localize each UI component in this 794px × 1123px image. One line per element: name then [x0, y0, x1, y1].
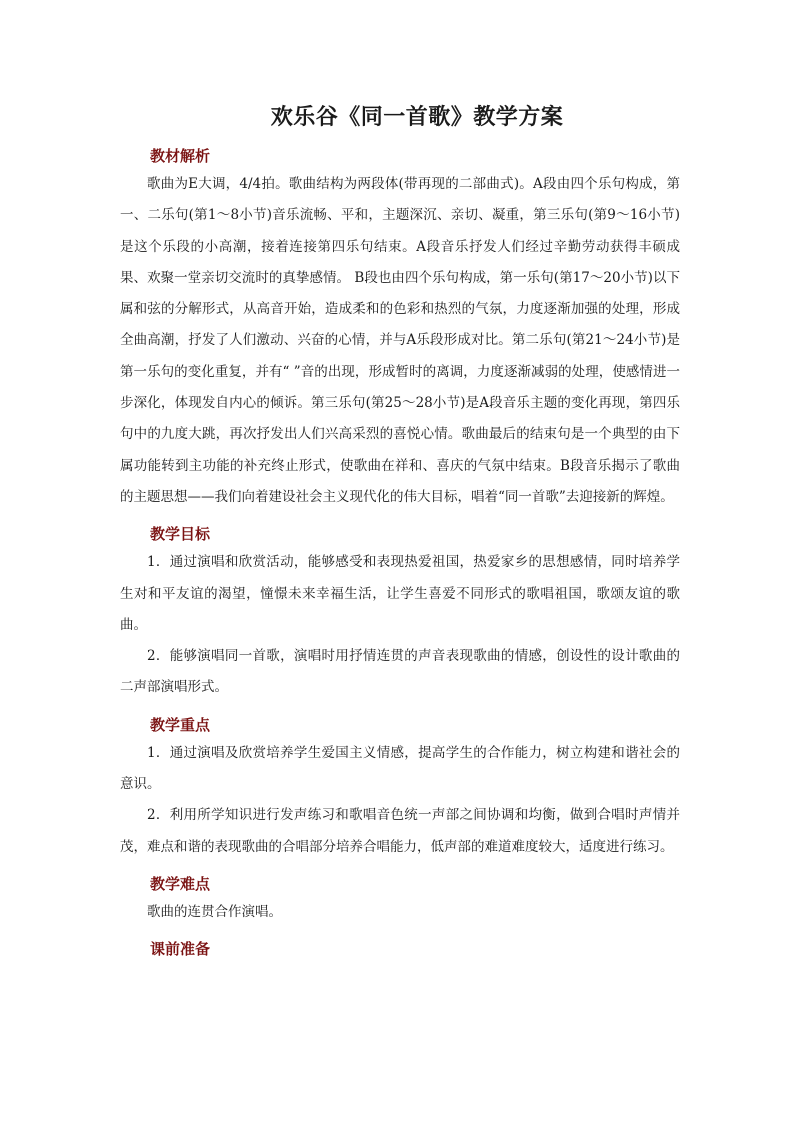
paragraph-material-analysis: 歌曲为E大调，4/4拍。歌曲结构为两段体(带再现的二部曲式)。A段由四个乐句构成，第一、二乐句(第1～8小节)音乐流畅、平和，主题深沉、亲切、凝重，第三乐句(第9～16小节)是这个乐段的小高潮，接着连接第四乐句结束。A段音乐抒发人们经过辛勤劳动获得丰硕成果、欢聚一堂亲切交流时的真挚感情。 B段也由四个乐句构成，第一乐句(第17～20小节)以下属和弦的分解形式，从高音开始，造成柔和的色彩和热烈的气氛，力度逐渐加强的处理，形成全曲高潮，抒发了人们激动、兴奋的心情，并与A乐段形成对比。第二乐句(第21～24小节)是第一乐句的变化重复，并有“ ”音的出现，形成暂时的离调，力度逐渐减弱的处理，使感情进一步深化，体现发自内心的倾诉。第三乐句(第25～28小节)是A段音乐主题的变化再现，第四乐句中的九度大跳，再次抒发出人们兴高采烈的喜悦心情。歌曲最后的结束句是一个典型的由下属功能转到主功能的补充终止形式，使歌曲在祥和、喜庆的气氛中结束。B段音乐揭示了歌曲的主题思想——我们向着建设社会主义现代化的伟大目标，唱着“同一首歌”去迎接新的辉煌。: [120, 176, 680, 505]
paragraph-key-point-1: 1．通过演唱及欣赏培养学生爱国主义情感，提高学生的合作能力，树立构建和谐社会的意识。: [120, 744, 680, 793]
document-title: 欢乐谷《同一首歌》教学方案: [270, 104, 564, 130]
paragraph-teaching-goal-2: 2．能够演唱同一首歌，演唱时用抒情连贯的声音表现歌曲的情感，创设性的设计歌曲的二声部演唱形式。: [120, 648, 680, 696]
section-heading-material-analysis: 教材解析: [150, 147, 211, 165]
section-heading-preparation: 课前准备: [150, 940, 211, 959]
paragraph-difficulty: 歌曲的连贯合作演唱。: [147, 903, 282, 920]
paragraph-teaching-goal-1: 1．通过演唱和欣赏活动，能够感受和表现热爱祖国，热爱家乡的思想感情，同时培养学生对和平友谊的渴望，憧憬未来幸福生活，让学生喜爱不同形式的歌唱祖国，歌颂友谊的歌曲。: [120, 554, 680, 633]
section-heading-teaching-goals: 教学目标: [150, 525, 211, 544]
document-body: [120, 143, 680, 962]
section-heading-key-points: 教学重点: [150, 715, 211, 734]
section-heading-difficulties: 教学难点: [150, 874, 211, 893]
paragraph-key-point-2: 2．利用所学知识进行发声练习和歌唱音色统一声部之间协调和均衡，做到合唱时声情并茂，难点和谐的表现歌曲的合唱部分培养合唱能力，低声部的难道难度较大，适度进行练习。: [120, 807, 680, 855]
